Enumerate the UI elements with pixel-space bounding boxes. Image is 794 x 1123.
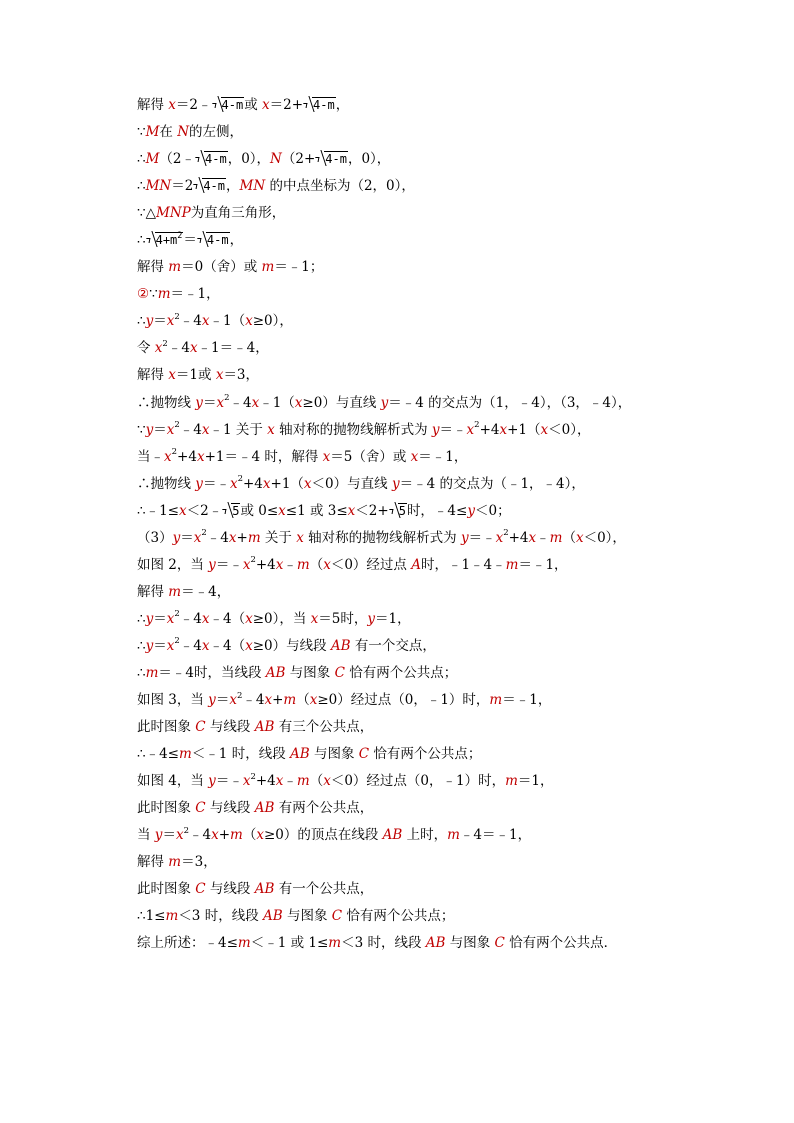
solution-line: ∵M在 N的左侧， (137, 124, 244, 141)
solution-line: ∴﹣1≤x＜2﹣ 5或 0≤x≤1 或 3≤x＜2+ 5时，﹣4≤y＜0； (137, 498, 737, 525)
solution-line: 如图 2，当 $y=﹣x^2+4x﹣m(x<0)$经过点 A时，﹣1﹣4﹣m＝﹣1， (137, 555, 568, 573)
solution-line: ∴m＝﹣4时，当线段 AB 与图象 C 恰有两个公共点； (137, 664, 458, 681)
solution-line: ∴1≤m＜3 时，线段 AB 与图象 C 恰有两个公共点； (137, 908, 455, 925)
solution-line: ∴M（2﹣ 4-m，0），N（2+ 4-m，0）， (137, 146, 737, 173)
solution-line: ∴﹣4≤m＜﹣1 时，线段 AB 与图象 C 恰有两个公共点； (137, 746, 482, 763)
solution-line: 解得 m＝﹣4， (137, 583, 231, 600)
solution-line: 当$﹣x^2+4x+1=﹣4$ 时，解得 x＝5（舍）或 x＝﹣1， (137, 447, 468, 465)
solution-line: 此时图象 C 与线段 AB 有两个公共点， (137, 800, 374, 817)
solution-line: 解得 x＝1或 x＝3， (137, 367, 260, 384)
solution-line: ∵△MNP为直角三角形， (137, 205, 286, 222)
solution-line: ∴抛物线 $y=x^2﹣4x﹣1(x\ge 0)$与直线 y＝﹣4 的交点为（1，﹣4），（3，﹣4）， (137, 393, 632, 411)
solution-line: 当 $y=x^2﹣4x+m(x\ge 0)$的顶点在线段 AB 上时，m﹣4＝﹣1， (137, 825, 532, 844)
solution-line: 如图 4，当 $y=﹣x^2+4x﹣m(x<0)$经过点（0，﹣1）时，m＝1， (137, 771, 554, 790)
solution-line: 综上所述：﹣4≤m＜﹣1 或 1≤m＜3 时，线段 AB 与图象 C 恰有两个公共点． (137, 935, 618, 952)
solution-line: ∴ $4+m^2=$ 4-m， (137, 227, 737, 254)
solution-line: ∴MN＝2 4-m，MN 的中点坐标为（2，0）， (137, 173, 737, 200)
solution-line: $\therefore y=x^2﹣4x﹣4(x\ge 0)$与线段 AB 有一个交点， (137, 636, 436, 654)
solution-line: 此时图象 C 与线段 AB 有三个公共点， (137, 719, 374, 736)
solution-line: $\therefore y=x^2﹣4x﹣1(x\ge 0)$， (137, 311, 293, 330)
solution-line: ②∵m＝﹣1， (137, 286, 220, 303)
solution-text (137, 92, 737, 958)
solution-line: 令 $x^2﹣4x﹣1=﹣4$， (137, 338, 269, 357)
solution-line: 解得 x＝2﹣ 4-m或 x＝2+ 4-m， (137, 92, 737, 119)
solution-line: 解得 m＝0（舍）或 m＝﹣1； (137, 259, 324, 276)
solution-line: $\because y=x^2﹣4x﹣1$ 关于 x 轴对称的抛物线解析式为 $y=﹣x^2+4x+1(x<0)$， (137, 420, 591, 438)
solution-line: 此时图象 C 与线段 AB 有一个公共点， (137, 881, 374, 898)
solution-line: $\therefore y=x^2﹣4x﹣4(x\ge 0)$，当 x＝5时，y＝1， (137, 609, 411, 627)
solution-line: $(3)y=x^2﹣4x+m$ 关于 x 轴对称的抛物线解析式为 $y=﹣x^2+4x﹣m(x<0)$， (137, 528, 626, 546)
solution-line: ∴抛物线 $y=﹣x^2+4x+1(x<0)$与直线 y＝﹣4 的交点为（﹣1，﹣4）， (137, 474, 585, 492)
solution-line: 解得 m＝3， (137, 854, 217, 871)
solution-line: 如图 3，当 $y=x^2﹣4x+m(x\ge 0)$经过点（0，﹣1）时，m＝﹣1， (137, 690, 552, 709)
